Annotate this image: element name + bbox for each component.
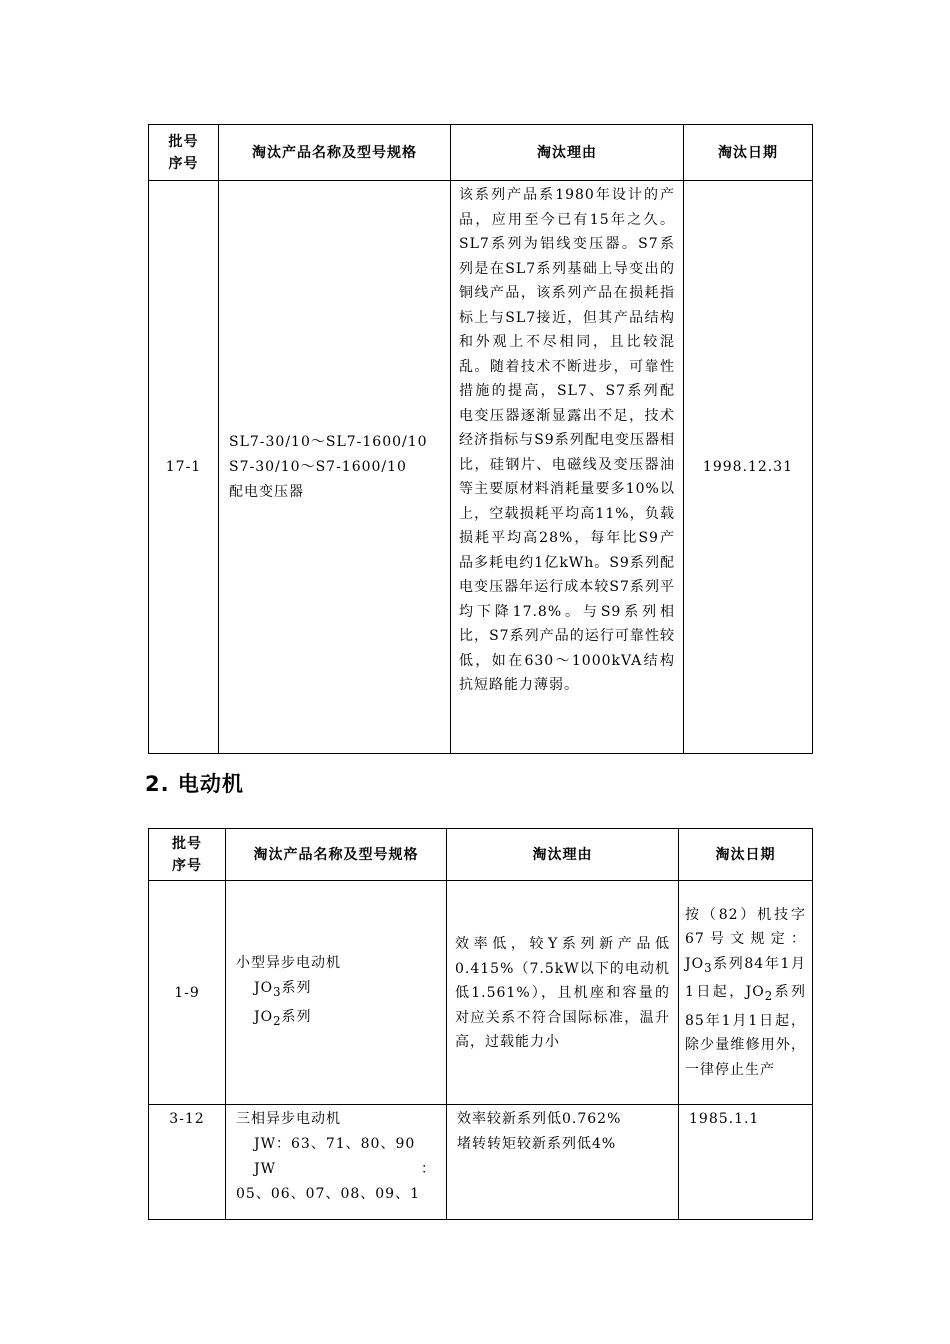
section-title-motors: 2. 电动机: [145, 772, 244, 796]
elimination-reason: 该系列产品系1980年设计的产品，应用至今已有15年之久。SL7系列为铝线变压器。S7系列是在SL7系列基础上导变出的铜线产品，该系列产品在损耗指标上与SL7接近，但其产品结构和外观上不尽相同，且比较混乱。随着技术不断进步，可靠性措施的提高，SL7、S7系列配电变压器逐渐显露出不足，技术经济指标与S9系列配电变压器相比，硅钢片、电磁线及变压器油等主要原材料消耗量要多10%以上，空载损耗平均高11%，负载损耗平均高28%，每年比S9产品多耗电约1亿kWh。S9系列配电变压器年运行成本较S7系列平均下降17.8%。与S9系列相比，S7系列产品的运行可靠性较低，如在630～1000kVA结构抗短路能力薄弱。: [451, 181, 684, 754]
header-date: 淘汰日期: [679, 829, 813, 881]
product-name-line: 配电变压器: [229, 483, 304, 500]
date-subscript: 3: [704, 960, 713, 975]
product-name: [219, 181, 451, 754]
product-subscript: 3: [273, 985, 282, 999]
product-prefix: JO: [254, 980, 274, 997]
product-name-line: 小型异步电动机: [236, 955, 341, 972]
batch-number: 3-12: [149, 1105, 226, 1220]
header-batch-number: 批号 序号: [149, 125, 219, 181]
product-name-line: JW：63、71、80、90: [254, 1136, 416, 1152]
reason-line: 堵转转矩较新系列低4%: [457, 1136, 617, 1152]
date-text: 按（82）机技字67号文规定：JO: [685, 906, 806, 972]
table-header-row: [149, 125, 813, 181]
product-suffix: 系列: [281, 1009, 312, 1025]
batch-number: 17-1: [149, 181, 219, 754]
header-date: 淘汰日期: [684, 125, 813, 181]
header-reason: 淘汰理由: [451, 125, 684, 181]
product-name-line: S7-30/10～S7-1600/10: [229, 458, 407, 475]
product-suffix: ：: [421, 1161, 436, 1177]
product-prefix: JO: [254, 1009, 274, 1025]
product-name: [226, 1105, 447, 1220]
table-row: [149, 1105, 813, 1220]
elimination-date: [679, 881, 813, 1105]
header-product-name: 淘汰产品名称及型号规格: [226, 829, 447, 881]
batch-number: 1-9: [149, 881, 226, 1105]
product-name-line: 三相异步电动机: [236, 1111, 341, 1127]
product-prefix: JW: [254, 1161, 277, 1177]
table-row: [149, 881, 813, 1105]
product-name-line: [236, 1157, 436, 1182]
product-name: [226, 881, 447, 1105]
product-name-line: 05、06、07、08、09、1: [236, 1186, 420, 1202]
table-row: [149, 181, 813, 754]
elimination-date: 1998.12.31: [684, 181, 813, 754]
product-name-line: [236, 976, 446, 1005]
date-text: 系列85年1月1日起，除少量维修用外，一律停止生产: [685, 984, 806, 1078]
eliminated-motors-table: [148, 828, 813, 1220]
date-text: 系列84年1月1日起，JO: [685, 955, 806, 1001]
reason-line: 效率较新系列低0.762%: [457, 1111, 622, 1127]
eliminated-transformers-table: [148, 124, 813, 754]
header-reason: 淘汰理由: [447, 829, 679, 881]
table-header-row: [149, 829, 813, 881]
header-product-name: 淘汰产品名称及型号规格: [219, 125, 451, 181]
elimination-date: 1985.1.1: [679, 1105, 813, 1220]
elimination-reason: [447, 1105, 679, 1220]
product-name-line: SL7-30/10～SL7-1600/10: [229, 433, 428, 450]
elimination-reason: 效率低，较Y系列新产品低0.415%（7.5kW以下的电动机低1.561%），且机座和容量的对应关系不符合国际标准，温升高，过载能力小: [447, 881, 679, 1105]
header-batch-number: 批号 序号: [149, 829, 226, 881]
product-subscript: 2: [273, 1013, 282, 1028]
date-subscript: 2: [764, 989, 774, 1004]
product-suffix: 系列: [281, 980, 312, 997]
product-name-line: [236, 1005, 446, 1034]
